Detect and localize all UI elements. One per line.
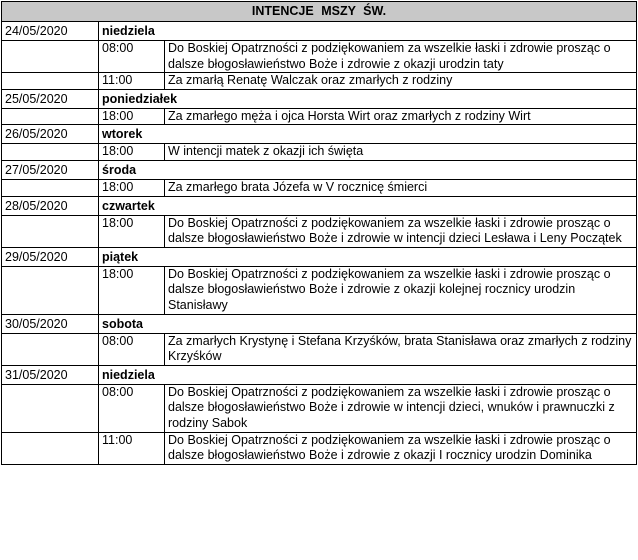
mass-row	[2, 384, 637, 432]
page-title: INTENCJE MSZY ŚW.	[2, 2, 637, 22]
day-row	[2, 89, 637, 108]
mass-intention: Do Boskiej Opatrzności z podziękowaniem za wszelkie łaski i zdrowie prosząc o dalsze błogosławieństwo Boże i zdrowie z okazji urodzin taty	[165, 41, 637, 73]
empty-cell	[2, 73, 99, 90]
mass-row	[2, 41, 637, 73]
day-row	[2, 22, 637, 41]
empty-cell	[2, 41, 99, 73]
mass-row	[2, 108, 637, 125]
mass-intention: Do Boskiej Opatrzności z podziękowaniem za wszelkie łaski i zdrowie prosząc o dalsze błogosławieństwo Boże i zdrowie z okazji kolejnej rocznicy urodzin Stanisławy	[165, 266, 637, 314]
mass-intention: W intencji matek z okazji ich święta	[165, 144, 637, 161]
empty-cell	[2, 333, 99, 365]
mass-time: 18:00	[99, 179, 165, 196]
mass-time: 08:00	[99, 333, 165, 365]
mass-row	[2, 179, 637, 196]
day-name: niedziela	[99, 365, 637, 384]
mass-row	[2, 73, 637, 90]
mass-row	[2, 333, 637, 365]
day-row	[2, 247, 637, 266]
empty-cell	[2, 384, 99, 432]
title-row	[2, 2, 637, 22]
empty-cell	[2, 432, 99, 464]
day-name: środa	[99, 160, 637, 179]
day-date: 28/05/2020	[2, 196, 99, 215]
mass-intention: Za zmarłego męża i ojca Horsta Wirt oraz zmarłych z rodziny Wirt	[165, 108, 637, 125]
mass-intention: Do Boskiej Opatrzności z podziękowaniem za wszelkie łaski i zdrowie prosząc o dalsze błogosławieństwo Boże i zdrowie w intencji dzieci Lesława i Leny Początek	[165, 215, 637, 247]
day-name: piątek	[99, 247, 637, 266]
mass-intentions-body	[2, 2, 637, 465]
empty-cell	[2, 215, 99, 247]
day-date: 24/05/2020	[2, 22, 99, 41]
day-date: 26/05/2020	[2, 125, 99, 144]
mass-row	[2, 215, 637, 247]
mass-intention: Za zmarłą Renatę Walczak oraz zmarłych z rodziny	[165, 73, 637, 90]
empty-cell	[2, 108, 99, 125]
empty-cell	[2, 266, 99, 314]
mass-row	[2, 432, 637, 464]
day-date: 25/05/2020	[2, 89, 99, 108]
day-date: 27/05/2020	[2, 160, 99, 179]
day-row	[2, 160, 637, 179]
mass-intention: Za zmarłego brata Józefa w V rocznicę śmierci	[165, 179, 637, 196]
mass-intention: Do Boskiej Opatrzności z podziękowaniem za wszelkie łaski i zdrowie prosząc o dalsze błogosławieństwo Boże i zdrowie z okazji I rocznicy urodzin Dominika	[165, 432, 637, 464]
mass-time: 11:00	[99, 73, 165, 90]
mass-time: 18:00	[99, 266, 165, 314]
mass-row	[2, 266, 637, 314]
day-name: niedziela	[99, 22, 637, 41]
mass-time: 18:00	[99, 108, 165, 125]
day-date: 31/05/2020	[2, 365, 99, 384]
mass-time: 08:00	[99, 384, 165, 432]
mass-time: 11:00	[99, 432, 165, 464]
mass-time: 18:00	[99, 144, 165, 161]
day-name: poniedziałek	[99, 89, 637, 108]
day-name: sobota	[99, 314, 637, 333]
mass-intentions-table	[1, 1, 637, 465]
day-name: wtorek	[99, 125, 637, 144]
mass-intention: Za zmarłych Krystynę i Stefana Krzyśków, brata Stanisława oraz zmarłych z rodziny Krzyśków	[165, 333, 637, 365]
day-date: 29/05/2020	[2, 247, 99, 266]
empty-cell	[2, 179, 99, 196]
day-row	[2, 365, 637, 384]
empty-cell	[2, 144, 99, 161]
day-row	[2, 125, 637, 144]
day-name: czwartek	[99, 196, 637, 215]
day-date: 30/05/2020	[2, 314, 99, 333]
mass-time: 18:00	[99, 215, 165, 247]
mass-row	[2, 144, 637, 161]
mass-time: 08:00	[99, 41, 165, 73]
mass-intention: Do Boskiej Opatrzności z podziękowaniem za wszelkie łaski i zdrowie prosząc o dalsze błogosławieństwo Boże i zdrowie w intencji dzieci, wnuków i prawnuczki z rodziny Sabok	[165, 384, 637, 432]
day-row	[2, 314, 637, 333]
day-row	[2, 196, 637, 215]
